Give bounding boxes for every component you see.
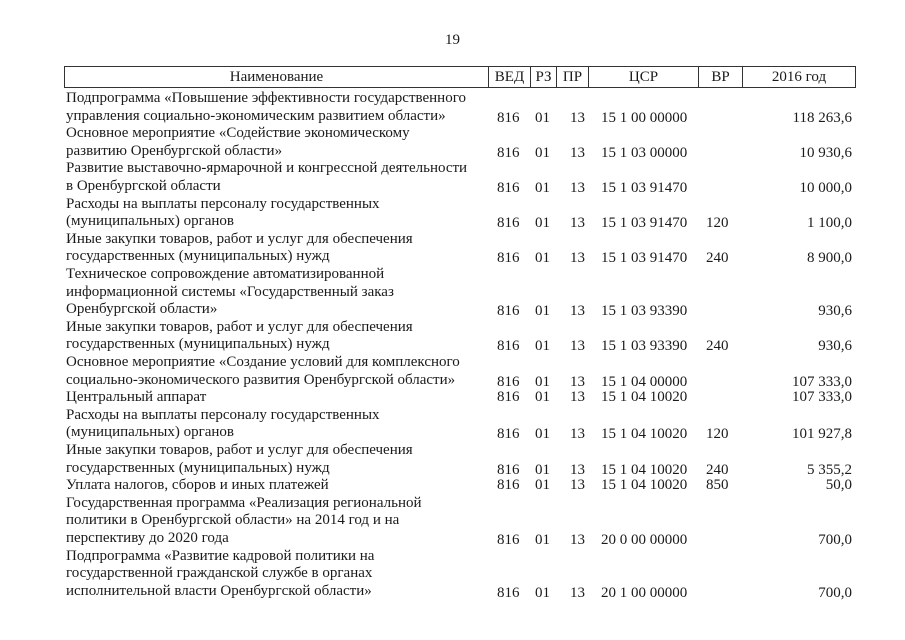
row-csr: 15 1 03 91470 — [601, 215, 688, 232]
row-name — [66, 495, 481, 548]
row-amount: 101 927,8 — [792, 426, 852, 443]
row-csr: 15 1 04 10020 — [601, 461, 688, 478]
table-row — [66, 477, 856, 495]
table-row — [66, 407, 856, 442]
row-name-line: Уплата налогов, сборов и иных платежей — [66, 477, 329, 494]
row-pr: 13 — [570, 215, 585, 232]
row-rz: 01 — [535, 373, 550, 390]
row-amount: 700,0 — [818, 531, 852, 548]
row-vr: 850 — [706, 477, 729, 494]
row-name-line: перспективу до 2020 года — [66, 529, 229, 546]
row-rz: 01 — [535, 584, 550, 601]
row-ved: 816 — [497, 426, 520, 443]
row-name-line: Развитие выставочно-ярмарочной и конгрессной деятельности — [66, 160, 468, 177]
row-ved: 816 — [497, 144, 520, 161]
row-csr: 15 1 04 10020 — [601, 426, 688, 443]
row-ved: 816 — [497, 109, 520, 126]
row-name-line: Государственная программа «Реализация региональной — [66, 494, 422, 511]
row-name-line: Оренбургской области» — [66, 301, 218, 318]
row-amount: 1 100,0 — [807, 215, 852, 232]
row-name-line: Расходы на выплаты персоналу государственных — [66, 406, 380, 423]
page-number: 19 — [445, 32, 460, 48]
table-row — [66, 354, 856, 389]
row-pr: 13 — [570, 389, 585, 406]
row-amount: 700,0 — [818, 584, 852, 601]
row-name-line: информационной системы «Государственный заказ — [66, 283, 394, 300]
row-ved: 816 — [497, 303, 520, 320]
row-name-line: социально-экономического развития Оренбургской области» — [66, 371, 456, 388]
row-name-line: политики в Оренбургской области» на 2014 год и на — [66, 512, 400, 529]
row-name-line: Подпрограмма «Повышение эффективности государственного — [66, 90, 466, 106]
row-ved: 816 — [497, 250, 520, 267]
row-name — [66, 442, 481, 477]
row-rz: 01 — [535, 215, 550, 232]
row-name — [66, 90, 481, 125]
row-name-line: государственных (муниципальных) нужд — [66, 248, 330, 265]
row-rz: 01 — [535, 109, 550, 126]
row-ved: 816 — [497, 338, 520, 355]
table-row — [66, 266, 856, 319]
row-name — [66, 477, 481, 495]
row-pr: 13 — [570, 109, 585, 126]
row-csr: 20 1 00 00000 — [601, 584, 688, 601]
row-csr: 15 1 04 00000 — [601, 373, 688, 390]
row-pr: 13 — [570, 584, 585, 601]
header-pr: ПР — [557, 67, 589, 87]
row-name — [66, 196, 481, 231]
row-amount: 118 263,6 — [792, 109, 852, 126]
header-name: Наименование — [65, 67, 489, 87]
row-rz: 01 — [535, 426, 550, 443]
row-rz: 01 — [535, 389, 550, 406]
row-pr: 13 — [570, 477, 585, 494]
table-row — [66, 319, 856, 354]
table-row — [66, 125, 856, 160]
header-csr: ЦСР — [589, 67, 699, 87]
row-name-line: государственной гражданской службе в органах — [66, 565, 373, 582]
header-year: 2016 год — [771, 69, 827, 85]
row-rz: 01 — [535, 303, 550, 320]
row-name-line: развитию Оренбургской области» — [66, 142, 283, 159]
table-row — [66, 196, 856, 231]
row-csr: 20 0 00 00000 — [601, 531, 688, 548]
row-ved: 816 — [497, 373, 520, 390]
row-name — [66, 266, 481, 319]
row-amount: 10 930,6 — [799, 144, 852, 161]
row-pr: 13 — [570, 531, 585, 548]
table-row — [66, 90, 856, 125]
row-rz: 01 — [535, 179, 550, 196]
row-name-line: Иные закупки товаров, работ и услуг для обеспечения — [66, 442, 413, 458]
row-name — [66, 548, 481, 601]
row-name — [66, 354, 481, 389]
row-amount: 107 333,0 — [792, 373, 852, 390]
row-pr: 13 — [570, 303, 585, 320]
row-name — [66, 231, 481, 266]
table-row — [66, 231, 856, 266]
row-amount: 50,0 — [825, 477, 852, 494]
row-name-line: управления социально-экономическим развитием области» — [66, 107, 446, 124]
header-rz: РЗ — [531, 67, 557, 87]
row-rz: 01 — [535, 531, 550, 548]
row-pr: 13 — [570, 461, 585, 478]
row-ved: 816 — [497, 389, 520, 406]
row-ved: 816 — [497, 477, 520, 494]
row-amount: 5 355,2 — [807, 461, 852, 478]
header-vr: ВР — [699, 67, 743, 87]
row-rz: 01 — [535, 477, 550, 494]
row-name — [66, 160, 481, 195]
row-csr: 15 1 03 91470 — [601, 179, 688, 196]
row-vr: 120 — [706, 426, 729, 443]
row-name-line: Иные закупки товаров, работ и услуг для обеспечения — [66, 318, 413, 335]
row-name — [66, 407, 481, 442]
row-ved: 816 — [497, 179, 520, 196]
row-name-line: государственных (муниципальных) нужд — [66, 336, 330, 353]
row-rz: 01 — [535, 338, 550, 355]
row-amount: 107 333,0 — [792, 389, 852, 406]
table-row — [66, 495, 856, 548]
row-csr: 15 1 03 93390 — [601, 303, 688, 320]
row-ved: 816 — [497, 584, 520, 601]
row-amount: 10 000,0 — [799, 179, 852, 196]
row-name-line: Техническое сопровождение автоматизированной — [66, 266, 385, 282]
row-rz: 01 — [535, 461, 550, 478]
table-row — [66, 389, 856, 407]
row-ved: 816 — [497, 461, 520, 478]
row-pr: 13 — [570, 338, 585, 355]
row-name-line: (муниципальных) органов — [66, 213, 235, 230]
row-pr: 13 — [570, 250, 585, 267]
row-rz: 01 — [535, 144, 550, 161]
row-vr: 120 — [706, 215, 729, 232]
row-csr: 15 1 04 10020 — [601, 389, 688, 406]
row-csr: 15 1 00 00000 — [601, 109, 688, 126]
row-name-line: Подпрограмма «Развитие кадровой политики на — [66, 547, 375, 564]
row-name-line: (муниципальных) органов — [66, 424, 235, 441]
row-csr: 15 1 03 93390 — [601, 338, 688, 355]
row-pr: 13 — [570, 144, 585, 161]
table-row — [66, 160, 856, 195]
row-rz: 01 — [535, 250, 550, 267]
row-csr: 15 1 03 91470 — [601, 250, 688, 267]
row-name-line: Основное мероприятие «Содействие экономическому — [66, 125, 410, 142]
row-csr: 15 1 04 10020 — [601, 477, 688, 494]
row-name-line: Основное мероприятие «Создание условий для комплексного — [66, 354, 460, 370]
row-name-line: Центральный аппарат — [66, 389, 207, 406]
row-name — [66, 319, 481, 354]
row-name-line: государственных (муниципальных) нужд — [66, 459, 330, 476]
row-pr: 13 — [570, 426, 585, 443]
row-vr: 240 — [706, 250, 729, 267]
table-row — [66, 548, 856, 601]
row-vr: 240 — [706, 338, 729, 355]
row-ved: 816 — [497, 531, 520, 548]
row-ved: 816 — [497, 215, 520, 232]
row-csr: 15 1 03 00000 — [601, 144, 688, 161]
row-pr: 13 — [570, 179, 585, 196]
row-amount: 8 900,0 — [807, 250, 852, 267]
row-amount: 930,6 — [818, 338, 852, 355]
row-name-line: исполнительной власти Оренбургской области» — [66, 582, 372, 599]
row-vr: 240 — [706, 461, 729, 478]
table-header — [64, 66, 856, 88]
row-name-line: Расходы на выплаты персоналу государственных — [66, 195, 380, 212]
header-ved: ВЕД — [489, 67, 531, 87]
table-row — [66, 442, 856, 477]
row-amount: 930,6 — [818, 303, 852, 320]
row-pr: 13 — [570, 373, 585, 390]
row-name-line: в Оренбургской области — [66, 177, 221, 194]
row-name — [66, 125, 481, 160]
row-name-line: Иные закупки товаров, работ и услуг для обеспечения — [66, 230, 413, 247]
row-name — [66, 389, 481, 407]
